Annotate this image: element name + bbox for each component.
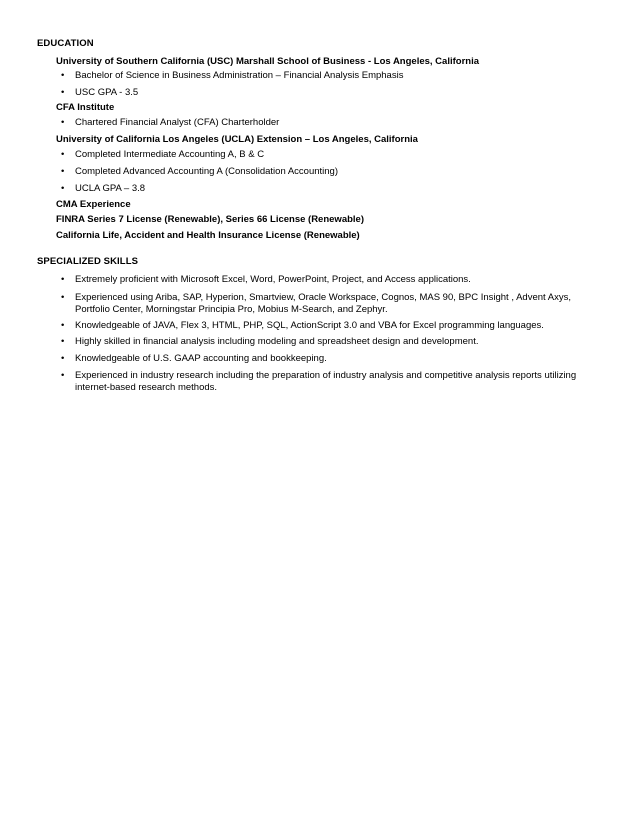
- list-item-text: Extremely proficient with Microsoft Excel, Word, PowerPoint, Project, and Access applications.: [75, 274, 471, 285]
- list-item-text: Completed Intermediate Accounting A, B & C: [75, 149, 265, 160]
- list-item-text: Experienced using Ariba, SAP, Hyperion, Smartview, Oracle Workspace, Cognos, MAS 90, BPC Insight , Advent Axys, Portfolio Center, Morningstar Principia Pro, Mobius M-Search, and Zephyr.: [75, 292, 571, 315]
- bullet-icon: •: [61, 274, 65, 285]
- bullet-icon: •: [61, 117, 65, 128]
- skills-heading: SPECIALIZED SKILLS: [37, 256, 139, 267]
- list-item-text: Knowledgeable of JAVA, Flex 3, HTML, PHP, SQL, ActionScript 3.0 and VBA for Excel programming languages.: [75, 320, 544, 331]
- bullet-icon: •: [61, 183, 65, 194]
- list-item-text: Knowledgeable of U.S. GAAP accounting and bookkeeping.: [75, 353, 327, 364]
- education-heading: EDUCATION: [37, 38, 94, 49]
- list-item-text: Chartered Financial Analyst (CFA) Charterholder: [75, 117, 280, 128]
- bullet-icon: •: [61, 320, 65, 331]
- list-item-text: USC GPA - 3.5: [75, 87, 139, 98]
- list-item-text: Completed Advanced Accounting A (Consolidation Accounting): [75, 166, 339, 177]
- finra-title: FINRA Series 7 License (Renewable), Series 66 License (Renewable): [56, 214, 364, 225]
- bullet-icon: •: [61, 149, 65, 160]
- bullet-icon: •: [61, 166, 65, 177]
- ucla-title: University of California Los Angeles (UCLA) Extension – Los Angeles, California: [56, 134, 418, 145]
- list-item-text: Highly skilled in financial analysis including modeling and spreadsheet design and development.: [75, 336, 479, 347]
- bullet-icon: •: [61, 70, 65, 81]
- list-item-text: Experienced in industry research including the preparation of industry analysis and competitive analysis reports utilizing internet-based research methods.: [75, 370, 577, 393]
- bullet-icon: •: [61, 353, 65, 364]
- usc-title: University of Southern California (USC) Marshall School of Business - Los Angeles, California: [56, 56, 479, 67]
- list-item-text: UCLA GPA – 3.8: [75, 183, 146, 194]
- list-item-text: Bachelor of Science in Business Administration – Financial Analysis Emphasis: [75, 70, 404, 81]
- bullet-icon: •: [61, 292, 65, 303]
- bullet-icon: •: [61, 87, 65, 98]
- bullet-icon: •: [61, 370, 65, 381]
- cma-title: CMA Experience: [56, 199, 131, 210]
- insurance-title: California Life, Accident and Health Insurance License (Renewable): [56, 230, 360, 241]
- cfa-title: CFA Institute: [56, 102, 115, 113]
- bullet-icon: •: [61, 336, 65, 347]
